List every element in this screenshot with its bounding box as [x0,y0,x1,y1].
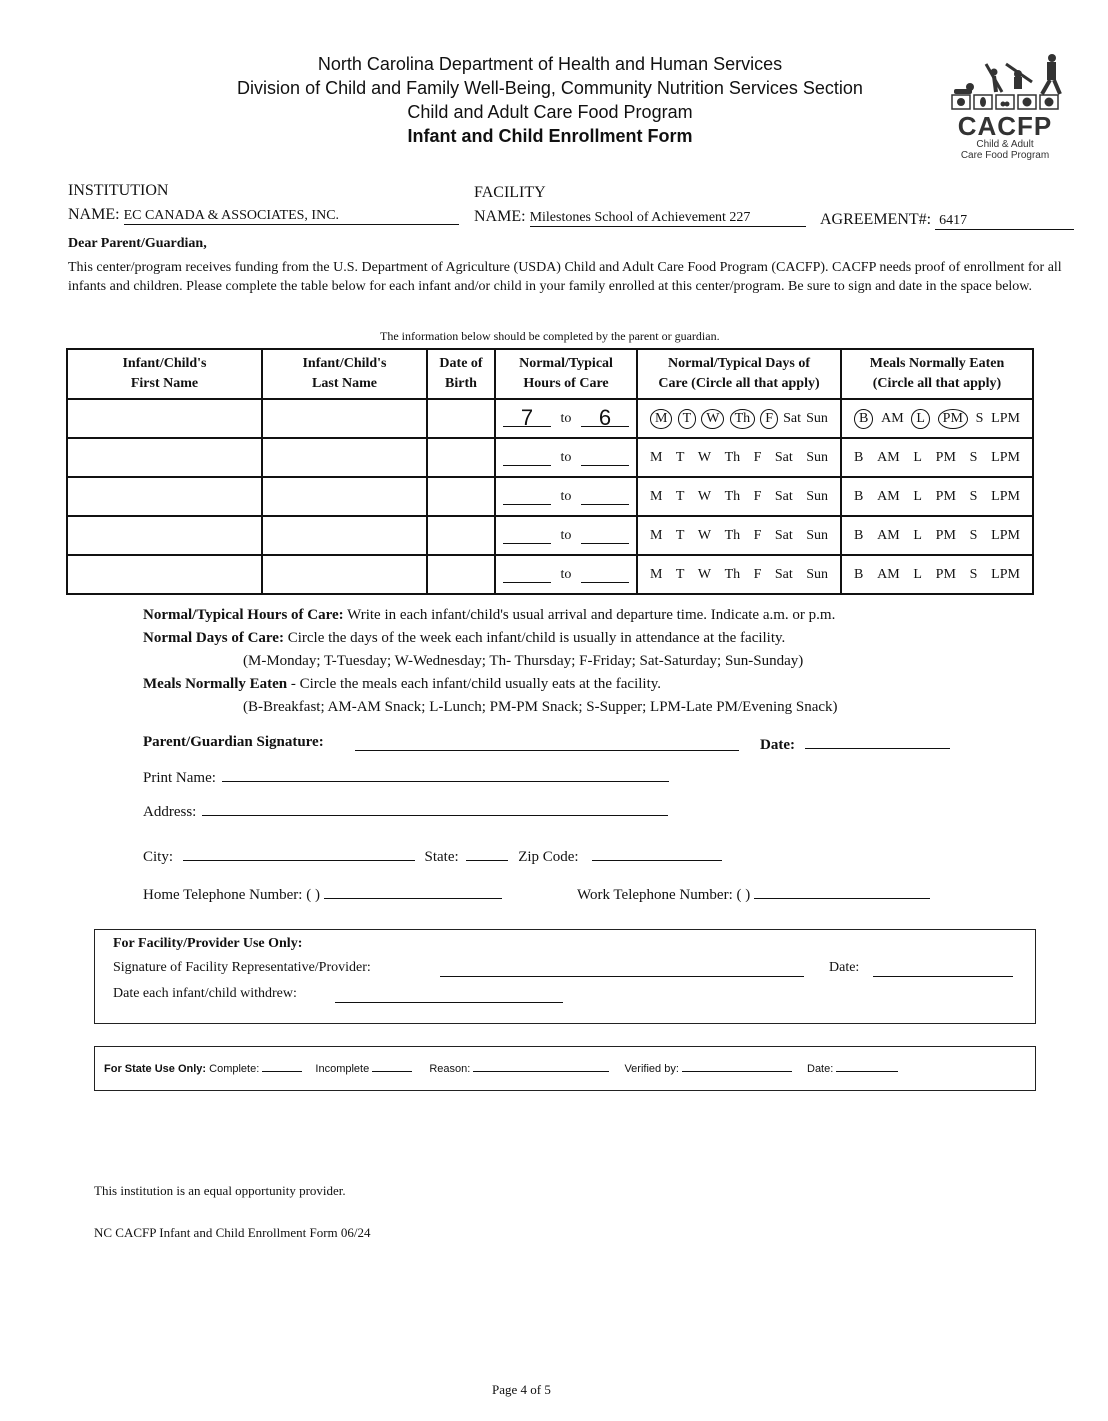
meals-cell[interactable] [841,477,1033,516]
day-option-t[interactable]: T [675,527,685,543]
days-cell[interactable] [637,477,841,516]
day-option-sat[interactable]: Sat [774,488,793,504]
hours-cell[interactable] [495,438,637,477]
day-option-th[interactable]: Th [724,527,741,543]
departure-time-field[interactable] [581,488,629,505]
signature-row [143,734,324,751]
facility-signature-field[interactable] [440,962,804,977]
verified-label: Verified by: [624,1063,679,1075]
day-option-w[interactable]: W [697,527,712,543]
departure-time-field[interactable]: 6 [581,410,629,427]
table-row [67,555,1033,594]
parent-date-row [760,734,950,754]
meal-option-lpm[interactable]: LPM [991,449,1020,465]
city-state-zip-row [143,846,722,866]
first-name-cell[interactable] [67,555,262,594]
institution-name-label: NAME: [68,206,120,223]
state-use-heading: For State Use Only: [104,1063,207,1075]
day-option-w[interactable]: W [697,488,712,504]
day-option-sat[interactable]: Sat [774,449,793,465]
meals-cell[interactable] [841,438,1033,477]
day-option-sun[interactable]: Sun [806,410,828,426]
departure-time-field[interactable] [581,449,629,466]
last-name-cell[interactable] [262,516,427,555]
first-name-cell[interactable] [67,438,262,477]
meal-option-s[interactable]: S [969,449,978,465]
table-header-row [67,349,1033,399]
cacfp-logo [940,52,1070,167]
day-option-f[interactable]: F [760,409,778,429]
address-field[interactable] [202,801,668,816]
work-phone-row [577,884,930,904]
meal-option-pm[interactable]: PM [935,449,956,465]
meal-option-lpm[interactable]: LPM [991,566,1020,582]
day-option-t[interactable]: T [678,409,697,429]
meal-option-b[interactable]: B [854,488,864,504]
day-option-m[interactable]: M [650,409,672,429]
day-option-w[interactable]: W [697,566,712,582]
home-phone-row [143,884,502,904]
departure-time-field[interactable] [581,527,629,544]
table-note: The information below should be completed by the parent or guardian. [380,329,720,343]
facility-date-field[interactable] [873,962,1013,977]
state-use-row [104,1061,898,1075]
work-phone-field[interactable] [754,884,930,899]
facility-use-box [94,929,1036,1024]
cacfp-logo-icon [940,52,1070,110]
meal-option-am[interactable]: AM [881,410,904,426]
dob-cell[interactable] [427,555,495,594]
day-option-th[interactable]: Th [724,449,741,465]
first-name-cell[interactable] [67,399,262,438]
to-label: to [560,567,572,582]
hours-cell[interactable] [495,555,637,594]
last-name-cell[interactable] [262,399,427,438]
meal-option-lpm[interactable]: LPM [991,488,1020,504]
to-label: to [560,450,572,465]
col-hours: Normal/Typical Hours of Care [495,349,637,399]
city-label: City: [143,849,174,865]
zip-field[interactable] [592,846,722,861]
instr-hours: Normal/Typical Hours of Care: Write in each infant/child's usual arrival and departure time. Indicate a.m. or p.m. [143,607,836,623]
meal-option-l[interactable]: L [913,488,922,504]
day-option-w[interactable]: W [701,409,724,429]
institution-name-field[interactable]: EC CANADA & ASSOCIATES, INC. [124,208,459,225]
complete-field[interactable] [262,1061,302,1072]
facility-name-row [474,208,806,227]
agreement-row [820,211,1074,230]
withdrew-field[interactable] [335,988,563,1003]
instr-days: Normal Days of Care: Circle the days of the week each infant/child is usually in attendance at the facility. [143,630,786,646]
verified-field[interactable] [682,1061,792,1072]
days-cell[interactable] [637,555,841,594]
arrival-time-field[interactable]: 7 [503,410,551,427]
incomplete-field[interactable] [372,1061,412,1072]
reason-label: Reason: [429,1063,471,1075]
arrival-time-field[interactable] [503,566,551,583]
meal-option-l[interactable]: L [913,527,922,543]
day-option-sun[interactable]: Sun [806,488,828,504]
day-option-m[interactable]: M [650,566,663,582]
logo-sub2: Care Food Program [960,150,1050,161]
day-option-sat[interactable]: Sat [783,410,802,426]
zip-label: Zip Code: [518,849,579,865]
col-first-name: Infant/Child's First Name [67,349,262,399]
facility-name-field[interactable]: Milestones School of Achievement 227 [530,210,806,227]
institution-name-row [68,206,470,225]
last-name-cell[interactable] [262,477,427,516]
meal-option-s[interactable]: S [969,488,978,504]
col-last-name: Infant/Child's Last Name [262,349,427,399]
meal-option-l[interactable]: L [911,409,930,429]
meal-option-pm[interactable]: PM [938,409,968,429]
day-option-t[interactable]: T [675,566,685,582]
dob-cell[interactable] [427,399,495,438]
work-phone-label: Work Telephone Number: ( ) [577,887,751,903]
table-row [67,516,1033,555]
parent-date-field[interactable] [805,734,950,749]
instr-days-key: (M-Monday; T-Tuesday; W-Wednesday; Th- Thursday; F-Friday; Sat-Saturday; Sun-Sunday) [243,653,804,669]
col-days: Normal/Typical Days of Care (Circle all that apply) [637,349,841,399]
day-option-f[interactable]: F [753,566,762,582]
meal-option-lpm[interactable]: LPM [991,410,1020,426]
dob-cell[interactable] [427,477,495,516]
letter-body: This center/program receives funding from the U.S. Department of Agriculture (USDA) Child and Adult Care Food Program (CACFP). CACFP needs proof of enrollment for all infants and children. Please complete the table below for each infant and/or child in your family enrolled at this center/program. Be sure to sign and date in the space below. [68,260,1062,294]
meal-option-am[interactable]: AM [877,449,900,465]
header-line1: North Carolina Department of Health and Human Services [317,54,783,74]
table-row [67,438,1033,477]
day-option-sun[interactable]: Sun [806,566,828,582]
facility-heading: FACILITY [474,184,546,201]
print-name-label: Print Name: [143,770,216,786]
salutation: Dear Parent/Guardian, [68,236,207,251]
meal-option-s[interactable]: S [969,566,978,582]
instr-meals-key: (B-Breakfast; AM-AM Snack; L-Lunch; PM-PM Snack; S-Supper; LPM-Late PM/Evening Snack) [243,699,838,715]
day-option-th[interactable]: Th [724,488,741,504]
meals-cell[interactable] [841,399,1033,438]
address-row [143,801,668,821]
parent-date-label: Date: [760,737,795,753]
incomplete-label: Incomplete [315,1063,370,1075]
facility-use-heading: For Facility/Provider Use Only: [113,936,303,951]
day-option-th[interactable]: Th [724,566,741,582]
state-date-field[interactable] [836,1061,898,1072]
header-line3: Child and Adult Care Food Program [407,102,693,122]
hours-cell[interactable] [495,477,637,516]
address-label: Address: [143,804,197,820]
table-row [67,477,1033,516]
arrival-time-field[interactable] [503,527,551,544]
institution-heading: INSTITUTION [68,182,169,199]
print-name-row [143,767,669,787]
logo-acronym: CACFP [957,111,1053,141]
meals-cell[interactable] [841,516,1033,555]
meals-cell[interactable] [841,555,1033,594]
home-phone-label: Home Telephone Number: ( ) [143,887,320,903]
form-id: NC CACFP Infant and Child Enrollment Form 06/24 [94,1225,371,1240]
equal-opportunity-note: This institution is an equal opportunity provider. [94,1183,346,1198]
days-cell[interactable] [637,399,841,438]
home-phone-field[interactable] [324,884,502,899]
meal-option-s[interactable]: S [975,410,984,426]
signature-label: Parent/Guardian Signature: [143,734,324,750]
hours-cell[interactable] [495,516,637,555]
state-use-box [94,1046,1036,1091]
day-option-w[interactable]: W [697,449,712,465]
header-line2: Division of Child and Family Well-Being, Community Nutrition Services Section [237,78,863,98]
day-option-f[interactable]: F [753,527,762,543]
meal-option-b[interactable]: B [854,449,864,465]
day-option-f[interactable]: F [753,488,762,504]
last-name-cell[interactable] [262,555,427,594]
to-label: to [560,528,572,543]
arrival-time-field[interactable] [503,449,551,466]
hours-cell[interactable] [495,399,637,438]
instructions [143,604,1043,719]
days-cell[interactable] [637,438,841,477]
meal-option-l[interactable]: L [913,566,922,582]
logo-sub1: Child & Adult [976,139,1034,150]
day-option-sat[interactable]: Sat [774,566,793,582]
page-header [150,52,950,148]
meal-option-am[interactable]: AM [877,527,900,543]
meal-option-s[interactable]: S [969,527,978,543]
meal-option-lpm[interactable]: LPM [991,527,1020,543]
col-meals: Meals Normally Eaten (Circle all that apply) [841,349,1033,399]
facility-date-label: Date: [829,960,860,975]
last-name-cell[interactable] [262,438,427,477]
withdrew-label: Date each infant/child withdrew: [113,986,297,1001]
to-label: to [560,489,572,504]
table-row [67,399,1033,438]
instr-meals: Meals Normally Eaten - Circle the meals each infant/child usually eats at the facility. [143,676,662,692]
enrollment-table [66,348,1034,595]
meal-option-pm[interactable]: PM [935,527,956,543]
meal-option-b[interactable]: B [854,409,873,429]
first-name-cell[interactable] [67,516,262,555]
day-option-t[interactable]: T [675,488,685,504]
page-number: Page 4 of 5 [492,1382,551,1397]
facility-signature-label: Signature of Facility Representative/Provider: [113,960,371,975]
day-option-t[interactable]: T [675,449,685,465]
form-title: Infant and Child Enrollment Form [407,126,693,146]
state-date-label: Date: [807,1063,834,1075]
signature-field[interactable] [355,750,739,751]
city-field[interactable] [183,846,415,861]
arrival-time-field[interactable] [503,488,551,505]
agreement-label: AGREEMENT#: [820,211,932,228]
meal-option-am[interactable]: AM [877,566,900,582]
dob-cell[interactable] [427,516,495,555]
state-field[interactable] [466,846,508,861]
print-name-field[interactable] [222,767,669,782]
to-label: to [560,411,572,426]
meal-option-pm[interactable]: PM [935,566,956,582]
reason-field[interactable] [473,1061,609,1072]
meal-option-b[interactable]: B [854,527,864,543]
col-dob: Date of Birth [427,349,495,399]
day-option-th[interactable]: Th [730,409,756,429]
day-option-f[interactable]: F [753,449,762,465]
day-option-m[interactable]: M [650,488,663,504]
meal-option-b[interactable]: B [854,566,864,582]
first-name-cell[interactable] [67,477,262,516]
day-option-sun[interactable]: Sun [806,527,828,543]
meal-option-l[interactable]: L [913,449,922,465]
day-option-sun[interactable]: Sun [806,449,828,465]
day-option-m[interactable]: M [650,527,663,543]
meal-option-pm[interactable]: PM [935,488,956,504]
facility-name-label: NAME: [474,208,526,225]
day-option-sat[interactable]: Sat [774,527,793,543]
complete-label: Complete: [209,1063,260,1075]
departure-time-field[interactable] [581,566,629,583]
meal-option-am[interactable]: AM [877,488,900,504]
state-label: State: [424,849,459,865]
day-option-m[interactable]: M [650,449,663,465]
days-cell[interactable] [637,516,841,555]
agreement-field[interactable]: 6417 [935,213,1074,230]
dob-cell[interactable] [427,438,495,477]
